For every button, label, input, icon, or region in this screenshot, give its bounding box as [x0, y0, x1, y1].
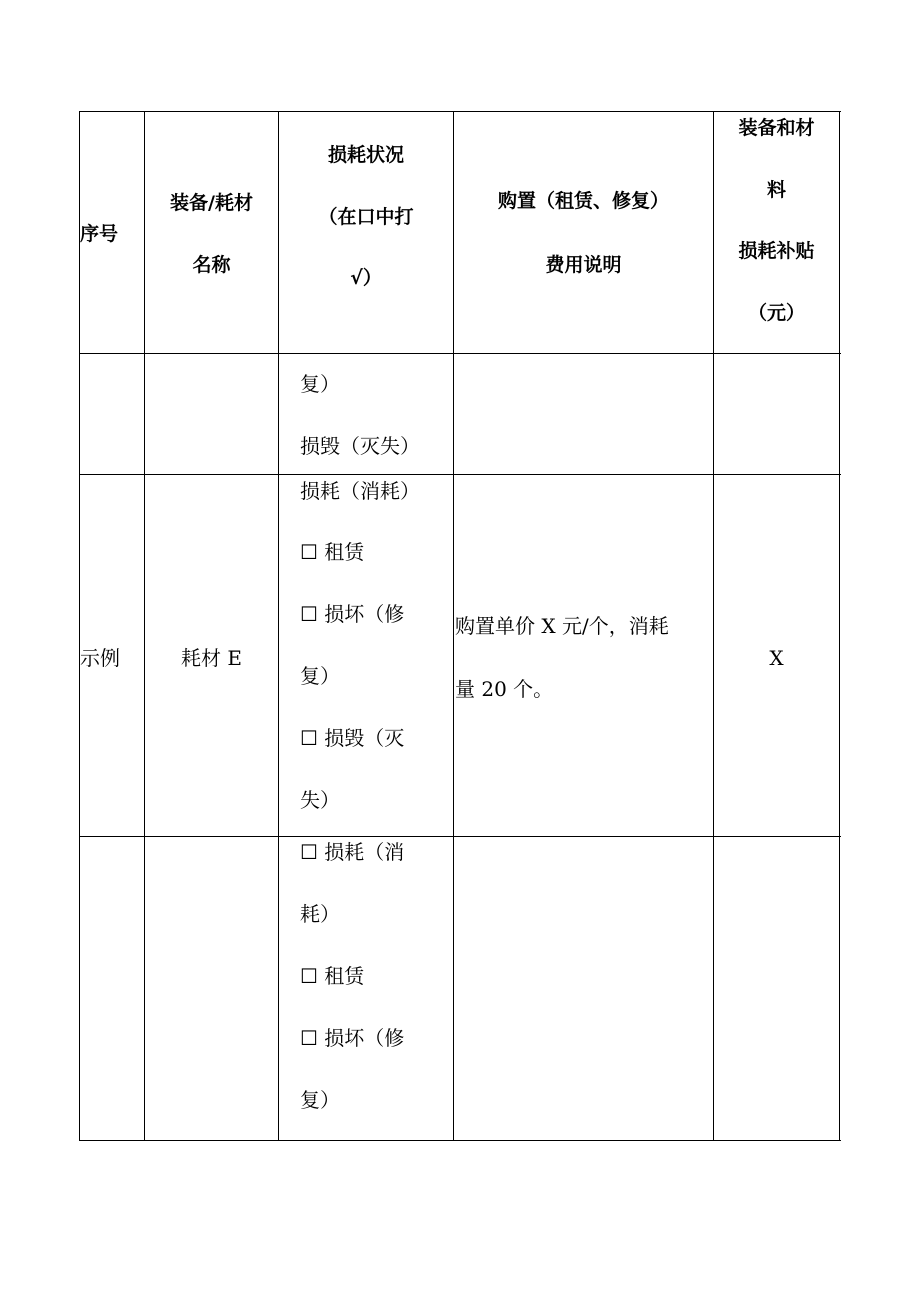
header-status-line2: （在口中打 [318, 206, 414, 228]
row2-name: 耗材 E [181, 646, 242, 670]
header-subsidy-line2: 料 [766, 179, 786, 201]
row1-status-line1: 复） [300, 372, 340, 396]
row-divider-2 [79, 474, 841, 475]
row2-status-line3: ☐ 损坏（修 [300, 602, 405, 626]
table-divider-4 [713, 111, 714, 1141]
row2-status-line1: 损耗（消耗） [300, 479, 420, 503]
header-serial: 序号 [80, 223, 119, 245]
header-name-line2: 名称 [192, 254, 231, 276]
table-border-bottom [79, 1140, 841, 1141]
header-subsidy-line1: 装备和材 [738, 117, 815, 139]
header-name-line1: 装备/耗材 [170, 192, 253, 214]
row2-status-line5: ☐ 损毁（灭 [300, 726, 405, 750]
row-divider-3 [79, 836, 841, 837]
row2-cost-line2: 量 20 个。 [455, 677, 554, 701]
row2-serial: 示例 [80, 646, 120, 670]
row3-status-line5: 复） [300, 1088, 340, 1112]
row3-status-line1: ☐ 损耗（消 [300, 840, 405, 864]
header-subsidy-line4: （元） [747, 302, 805, 324]
row2-cost-line1: 购置单价 X 元/个，消耗 [455, 614, 669, 638]
header-cost-line1: 购置（租赁、修复） [497, 190, 669, 212]
header-subsidy-line3: 损耗补贴 [738, 240, 815, 262]
header-status-line3: √） [350, 267, 382, 289]
row3-status-line3: ☐ 租赁 [300, 964, 365, 988]
row3-status-line2: 耗） [300, 902, 340, 926]
table-border-right [839, 111, 840, 1141]
row1-status-line2: 损毁（灭失） [300, 434, 420, 458]
header-status-line1: 损耗状况 [327, 144, 404, 166]
table-border-top [79, 111, 841, 112]
row2-status-line6: 失） [300, 788, 340, 812]
row2-subsidy: X [769, 646, 784, 670]
row2-status-line4: 复） [300, 664, 340, 688]
header-cost-line2: 费用说明 [545, 254, 622, 276]
row-divider-1 [79, 353, 841, 354]
table-border-left [79, 111, 80, 1141]
row2-status-line2: ☐ 租赁 [300, 540, 365, 564]
row3-status-line4: ☐ 损坏（修 [300, 1026, 405, 1050]
